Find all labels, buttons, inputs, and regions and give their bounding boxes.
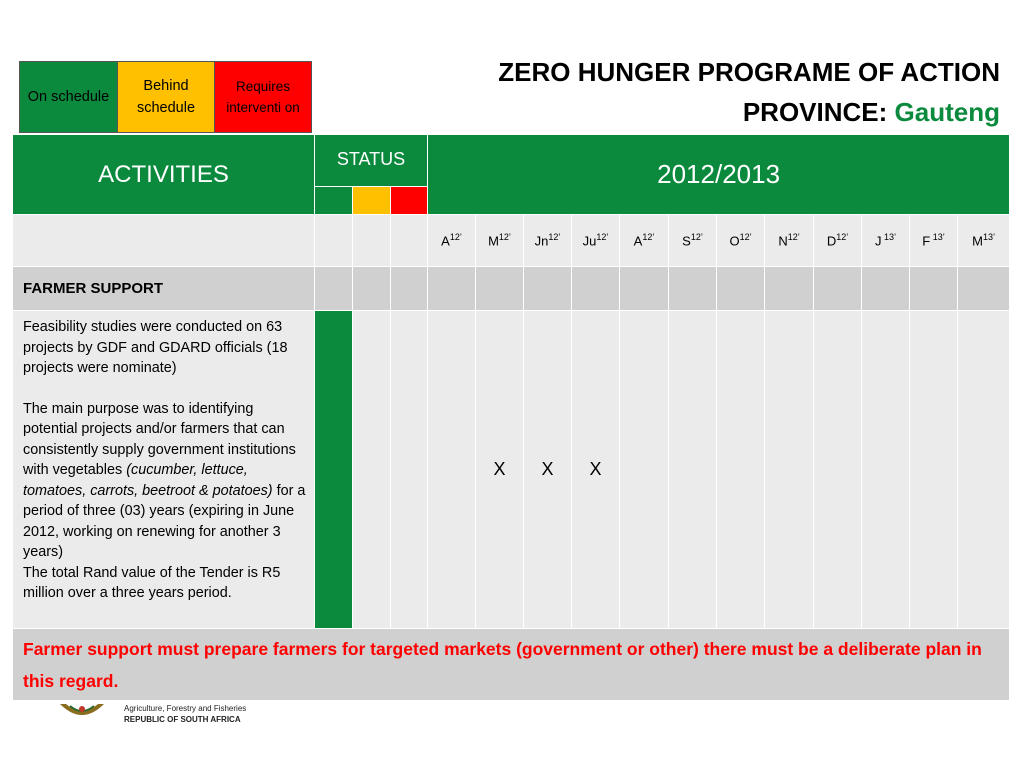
description-para-2: The main purpose was to identifying potential projects and/or farmers that can consistently supply government institutions with vegetables (cucumber, lettuce, tomatoes, carrots, beetroot & potatoes) for a period of three (03) years (expiring in June 2012, working on renewing for another 3 years)	[23, 400, 306, 560]
legend-behind-schedule: Behind schedule	[118, 62, 215, 132]
month-cell: $M^{13’}$	[958, 215, 1010, 267]
status-header: STATUS	[315, 135, 428, 187]
description-para-1: Feasibility studies were conducted on 63 projects by GDF and GDARD officials (18 projects were nominate)	[23, 319, 288, 376]
month-cell: $D^{12’}$	[814, 215, 862, 267]
province-value: Gauteng	[894, 97, 1000, 127]
month-row-blank	[13, 215, 315, 267]
mark-cell: X	[476, 311, 524, 629]
mark-cell	[814, 311, 862, 629]
mark-cell: X	[572, 311, 620, 629]
legend-on-schedule: On schedule	[20, 62, 118, 132]
title-line2	[498, 92, 1000, 132]
status-green-swatch	[315, 187, 353, 215]
legend-requires-intervention: Requires interventi on	[215, 62, 311, 132]
page-title	[498, 52, 1000, 132]
title-line1: ZERO HUNGER PROGRAME OF ACTION	[498, 57, 1000, 87]
status-yellow-swatch	[353, 187, 391, 215]
coat-of-arms-logo	[58, 704, 106, 720]
department-footer	[124, 703, 246, 725]
activity-description	[13, 311, 315, 629]
section-row	[13, 267, 1010, 311]
mark-cell: X	[524, 311, 572, 629]
footer-country: REPUBLIC OF SOUTH AFRICA	[124, 715, 241, 724]
month-cell: $Jn^{12’}$	[524, 215, 572, 267]
status-legend	[19, 61, 312, 133]
recommendation-note: Farmer support must prepare farmers for targeted markets (government or other) there must be a deliberate plan in this regard.	[13, 629, 1010, 701]
activity-status-on-schedule	[315, 311, 353, 629]
month-cell: $S^{12’}$	[669, 215, 717, 267]
section-title: FARMER SUPPORT	[13, 267, 315, 311]
activities-table	[12, 134, 1010, 701]
period-header: 2012/2013	[428, 135, 1010, 215]
activity-row	[13, 311, 1010, 629]
month-cell: $O^{12’}$	[717, 215, 765, 267]
note-row	[13, 629, 1010, 701]
description-para-3: The total Rand value of the Tender is R5 million over a three years period.	[23, 564, 281, 601]
month-cell: J $^{13’}$	[862, 215, 910, 267]
mark-cell	[862, 311, 910, 629]
month-cell: $Ju^{12’}$	[572, 215, 620, 267]
month-cell: $N^{12’}$	[765, 215, 814, 267]
mark-cell	[958, 311, 1010, 629]
month-cell: $A^{12’}$	[620, 215, 669, 267]
status-red-swatch	[391, 187, 428, 215]
mark-cell	[669, 311, 717, 629]
month-cell: F $^{13’}$	[910, 215, 958, 267]
mark-cell	[428, 311, 476, 629]
month-cell: $M^{12’}$	[476, 215, 524, 267]
mark-cell	[765, 311, 814, 629]
mark-cell	[620, 311, 669, 629]
province-label: PROVINCE:	[742, 97, 888, 127]
activities-header: ACTIVITIES	[13, 135, 315, 215]
month-row	[13, 215, 1010, 267]
footer-department: Agriculture, Forestry and Fisheries	[124, 704, 247, 713]
month-cell: $A^{12’}$	[428, 215, 476, 267]
mark-cell	[910, 311, 958, 629]
mark-cell	[717, 311, 765, 629]
